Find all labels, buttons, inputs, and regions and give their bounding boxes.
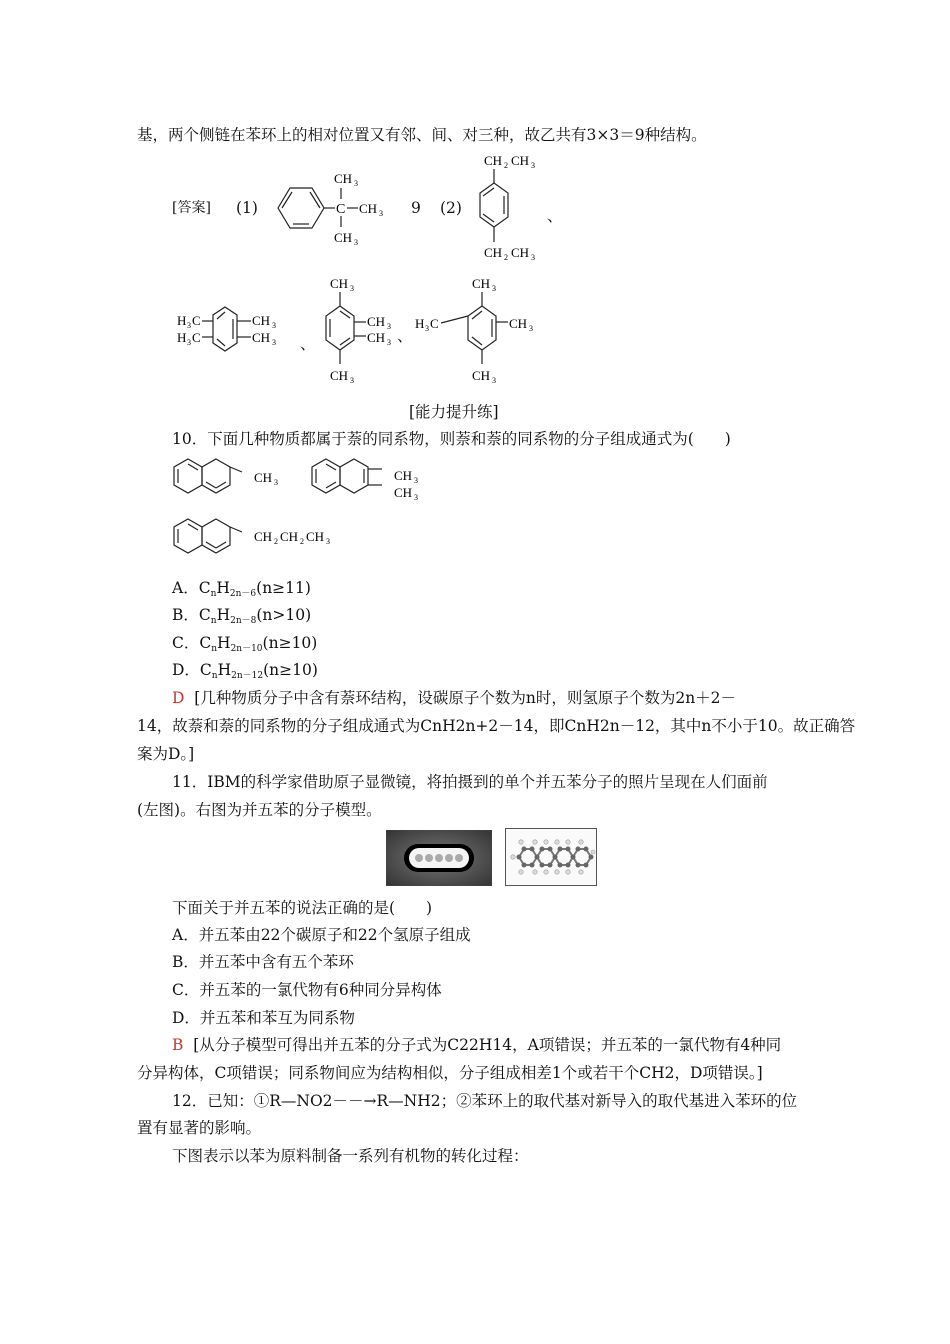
q10-explanation-3: 案为D。] (137, 745, 195, 763)
svg-text:3: 3 (414, 476, 418, 485)
svg-text:2: 2 (274, 537, 278, 546)
answer-separator: 、 (547, 207, 563, 225)
svg-text:3: 3 (531, 253, 535, 262)
q11-option-b[interactable]: B．并五苯中含有五个苯环 (172, 953, 354, 971)
q11-explanation-1: B [从分子模型可得出并五苯的分子式为C22H14，A项错误；并五苯的一氯代物有4种同 (172, 1036, 782, 1054)
svg-text:CH: CH (334, 230, 353, 245)
svg-text:3: 3 (414, 493, 418, 502)
svg-text:CH: CH (511, 153, 530, 168)
q10-answer-letter: D (172, 689, 185, 707)
svg-text:CH: CH (367, 314, 386, 329)
svg-text:3: 3 (187, 321, 191, 330)
svg-text:CH: CH (306, 529, 325, 544)
svg-text:3: 3 (492, 284, 496, 293)
svg-text:CH: CH (330, 368, 349, 383)
q10-option-a[interactable]: A．$C_nH_{2n-6}(n\ge 11)$ (172, 579, 311, 599)
pentacene-afm-image (386, 830, 492, 886)
q12-stem-2: 置有显著的影响。 (137, 1119, 262, 1137)
svg-text:3: 3 (379, 209, 383, 218)
svg-text:CH: CH (484, 153, 503, 168)
svg-text:H: H (177, 313, 187, 328)
q11-explanation-2: 分异构体，C项错误；同系物间应为结构相似，分子组成相差1个或若干个CH2，D项错误。] (137, 1064, 763, 1082)
svg-text:CH: CH (472, 276, 491, 291)
q12-stem-1: 12．已知：①R—NO2－－→R—NH2；②苯环上的取代基对新导入的取代基进入苯环的位 (172, 1092, 798, 1110)
tert-butylbenzene-structure (268, 163, 398, 253)
svg-text:2: 2 (300, 537, 304, 546)
intro-line: 基，两个侧链在苯环上的相对位置又有邻、间、对三种，故乙共有3×3＝9种结构。 (137, 126, 707, 144)
svg-text:C: C (192, 313, 201, 328)
svg-text:3: 3 (350, 376, 354, 385)
q10-stem: 10．下面几种物质都属于萘的同系物，则萘和萘的同系物的分子组成通式为( ) (172, 430, 731, 448)
dimethylnaphthalene-structure (308, 455, 428, 505)
svg-text:3: 3 (529, 324, 533, 333)
svg-text:3: 3 (387, 338, 391, 347)
svg-text:C: C (192, 330, 201, 345)
svg-text:3: 3 (425, 324, 429, 333)
svg-text:3: 3 (272, 321, 276, 330)
svg-text:2: 2 (504, 161, 508, 170)
svg-text:3: 3 (354, 238, 358, 247)
tetramethylbenzene-structure-1 (175, 295, 305, 365)
svg-text:CH: CH (359, 201, 378, 216)
svg-text:2: 2 (504, 253, 508, 262)
svg-text:CH: CH (252, 330, 271, 345)
answer-part1: (1) (236, 199, 258, 217)
svg-text:3: 3 (387, 322, 391, 331)
q11-stem-1: 11．IBM的科学家借助原子显微镜，将拍摄到的单个并五苯分子的照片呈现在人们面前 (172, 773, 768, 791)
svg-text:3: 3 (272, 338, 276, 347)
svg-text:CH: CH (254, 529, 273, 544)
q11-option-a[interactable]: A．并五苯由22个碳原子和22个氢原子组成 (172, 926, 471, 944)
pentacene-molecular-model (505, 828, 597, 886)
svg-text:H: H (177, 330, 187, 345)
answer-count: 9 (411, 199, 421, 217)
svg-text:CH: CH (330, 276, 349, 291)
svg-text:3: 3 (354, 179, 358, 188)
svg-text:CH: CH (484, 245, 503, 260)
q10-option-b[interactable]: B．$C_nH_{2n-8}(n>10)$ (172, 606, 312, 626)
q11-answer-letter: B (172, 1036, 184, 1054)
q11-option-d[interactable]: D．并五苯和苯互为同系物 (172, 1009, 355, 1027)
q11-stem-2: (左图)。右图为并五苯的分子模型。 (137, 801, 382, 819)
svg-text:CH: CH (394, 468, 413, 483)
q11-question: 下面关于并五苯的说法正确的是( ) (172, 899, 433, 917)
svg-text:CH: CH (367, 330, 386, 345)
section-title: [能力提升练] (409, 403, 499, 421)
svg-text:3: 3 (492, 376, 496, 385)
svg-text:3: 3 (531, 161, 535, 170)
q12-stem-3: 下图表示以苯为原料制备一系列有机物的转化过程： (172, 1147, 529, 1165)
q10-option-d[interactable]: D．$C_nH_{2n-12}(n\ge 10)$ (172, 661, 318, 681)
svg-text:3: 3 (326, 537, 330, 546)
svg-text:3: 3 (187, 338, 191, 347)
svg-text:3: 3 (350, 284, 354, 293)
svg-text:3: 3 (274, 478, 278, 487)
q10-option-c[interactable]: C．$C_nH_{2n-10}(n\ge 10)$ (172, 634, 318, 654)
svg-text:CH: CH (509, 316, 528, 331)
svg-text:CH: CH (252, 313, 271, 328)
structure-separator-2: 、 (397, 327, 413, 345)
tetramethylbenzene-structure-3 (412, 272, 542, 390)
methylnaphthalene-structure (170, 455, 285, 505)
svg-text:CH: CH (472, 368, 491, 383)
svg-text:CH: CH (254, 470, 273, 485)
answer-label: [答案] (172, 200, 211, 216)
svg-text:CH: CH (334, 171, 353, 186)
svg-text:C: C (430, 316, 439, 331)
q11-option-c[interactable]: C．并五苯的一氯代物有6种同分异构体 (172, 981, 442, 999)
svg-text:H: H (415, 316, 425, 331)
structure-separator-1: 、 (300, 335, 316, 353)
svg-text:CH: CH (394, 485, 413, 500)
tetramethylbenzene-structure-2 (310, 272, 410, 390)
answer-part2: (2) (440, 199, 462, 217)
propylnaphthalene-structure (170, 515, 345, 565)
svg-text:CH: CH (280, 529, 299, 544)
q10-explanation-2: 14，故萘和萘的同系物的分子组成通式为CnH2n+2－14，即CnH2n－12，其中n不小于10。故正确答 (137, 717, 856, 735)
p-diethylbenzene-structure (468, 147, 558, 269)
svg-text:CH: CH (511, 245, 530, 260)
q10-explanation-1: D [几种物质分子中含有萘环结构，设碳原子个数为n时，则氢原子个数为2n＋2－ (172, 689, 737, 707)
svg-text:C: C (336, 202, 346, 217)
